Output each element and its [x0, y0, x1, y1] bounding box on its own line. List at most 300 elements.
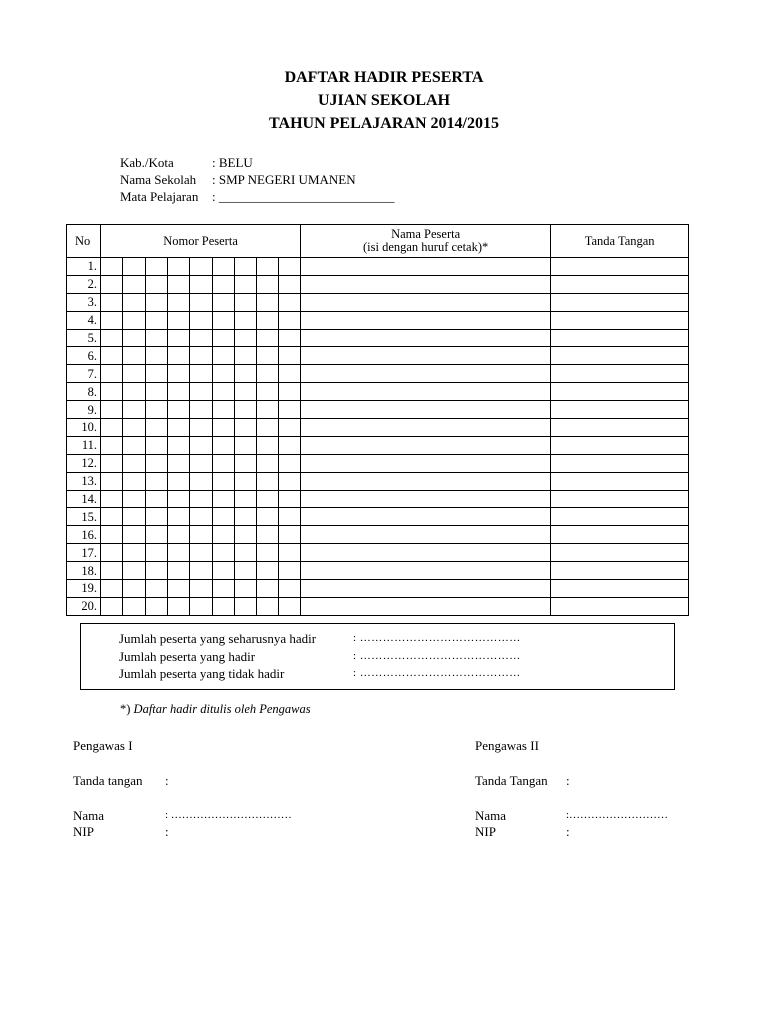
row-number: 9.: [67, 401, 101, 419]
nomor-peserta-digit-cell: [190, 436, 213, 454]
nomor-peserta-digit-cell: [146, 472, 168, 490]
nomor-peserta-digit-cell: [123, 347, 146, 365]
nomor-peserta-digit-cell: [168, 544, 190, 562]
nomor-peserta-digit-cell: [168, 490, 190, 508]
row-number: 10.: [67, 419, 101, 437]
nomor-peserta-digit-cell: [168, 508, 190, 526]
nomor-peserta-digit-cell: [213, 436, 235, 454]
nomor-peserta-digit-cell: [190, 490, 213, 508]
row-number: 11.: [67, 436, 101, 454]
nomor-peserta-digit-cell: [101, 454, 123, 472]
nomor-peserta-digit-cell: [235, 401, 257, 419]
pengawas-2-nama-value: :………………………: [566, 809, 669, 821]
nomor-peserta-digit-cell: [235, 365, 257, 383]
row-number: 4.: [67, 311, 101, 329]
nama-peserta-cell: [301, 436, 551, 454]
row-number: 2.: [67, 275, 101, 293]
nomor-peserta-digit-cell: [279, 258, 301, 276]
nomor-peserta-digit-cell: [190, 258, 213, 276]
nomor-peserta-digit-cell: [123, 365, 146, 383]
summary-label: Jumlah peserta yang seharusnya hadir: [119, 631, 317, 646]
nomor-peserta-digit-cell: [213, 454, 235, 472]
row-number: 14.: [67, 490, 101, 508]
nomor-peserta-digit-cell: [101, 508, 123, 526]
nama-peserta-cell: [301, 597, 551, 615]
nomor-peserta-digit-cell: [235, 562, 257, 580]
nomor-peserta-digit-cell: [213, 490, 235, 508]
nomor-peserta-digit-cell: [168, 365, 190, 383]
nomor-peserta-digit-cell: [101, 383, 123, 401]
row-number: 13.: [67, 472, 101, 490]
nomor-peserta-digit-cell: [213, 544, 235, 562]
nama-peserta-cell: [301, 508, 551, 526]
nomor-peserta-digit-cell: [235, 258, 257, 276]
nomor-peserta-digit-cell: [235, 419, 257, 437]
nomor-peserta-digit-cell: [235, 293, 257, 311]
nomor-peserta-digit-cell: [146, 275, 168, 293]
nomor-peserta-digit-cell: [257, 401, 279, 419]
nomor-peserta-digit-cell: [235, 347, 257, 365]
nomor-peserta-digit-cell: [101, 347, 123, 365]
nomor-peserta-digit-cell: [279, 526, 301, 544]
nomor-peserta-digit-cell: [213, 526, 235, 544]
nama-peserta-cell: [301, 329, 551, 347]
row-number: 7.: [67, 365, 101, 383]
tanda-tangan-cell: [551, 419, 689, 437]
nomor-peserta-digit-cell: [213, 597, 235, 615]
tanda-tangan-cell: [551, 562, 689, 580]
pengawas-1-nama-label: Nama: [73, 808, 105, 823]
row-number: 12.: [67, 454, 101, 472]
nama-peserta-cell: [301, 293, 551, 311]
nomor-peserta-digit-cell: [279, 293, 301, 311]
nomor-peserta-digit-cell: [279, 508, 301, 526]
nomor-peserta-digit-cell: [101, 580, 123, 598]
nomor-peserta-digit-cell: [190, 544, 213, 562]
nomor-peserta-digit-cell: [146, 597, 168, 615]
tanda-tangan-cell: [551, 436, 689, 454]
summary-value: : ……………………………………: [353, 667, 521, 679]
row-number: 15.: [67, 508, 101, 526]
tanda-tangan-cell: [551, 258, 689, 276]
nomor-peserta-digit-cell: [123, 436, 146, 454]
nama-peserta-cell: [301, 526, 551, 544]
tanda-tangan-cell: [551, 454, 689, 472]
nomor-peserta-digit-cell: [235, 544, 257, 562]
nomor-peserta-digit-cell: [279, 329, 301, 347]
nomor-peserta-digit-cell: [146, 293, 168, 311]
nomor-peserta-digit-cell: [235, 329, 257, 347]
row-number: 3.: [67, 293, 101, 311]
nomor-peserta-digit-cell: [101, 419, 123, 437]
nomor-peserta-digit-cell: [257, 311, 279, 329]
nomor-peserta-digit-cell: [257, 597, 279, 615]
nomor-peserta-digit-cell: [190, 454, 213, 472]
info-mata-pelajaran: [120, 188, 394, 205]
tanda-tangan-cell: [551, 401, 689, 419]
title-line-1: DAFTAR HADIR PESERTA: [284, 69, 484, 86]
nomor-peserta-digit-cell: [257, 490, 279, 508]
nama-peserta-cell: [301, 454, 551, 472]
nomor-peserta-digit-cell: [257, 383, 279, 401]
nomor-peserta-digit-cell: [213, 419, 235, 437]
nomor-peserta-digit-cell: [235, 508, 257, 526]
nomor-peserta-digit-cell: [257, 472, 279, 490]
nomor-peserta-digit-cell: [123, 454, 146, 472]
nomor-peserta-digit-cell: [101, 526, 123, 544]
nomor-peserta-digit-cell: [279, 347, 301, 365]
row-number: 1.: [67, 258, 101, 276]
table-row: [67, 383, 689, 401]
nomor-peserta-digit-cell: [257, 347, 279, 365]
nomor-peserta-digit-cell: [123, 544, 146, 562]
nomor-peserta-digit-cell: [168, 275, 190, 293]
nomor-peserta-digit-cell: [146, 436, 168, 454]
nama-peserta-cell: [301, 347, 551, 365]
nomor-peserta-digit-cell: [168, 293, 190, 311]
tanda-tangan-cell: [551, 347, 689, 365]
nomor-peserta-digit-cell: [257, 508, 279, 526]
nomor-peserta-digit-cell: [213, 293, 235, 311]
table-row: [67, 329, 689, 347]
nomor-peserta-digit-cell: [190, 329, 213, 347]
nomor-peserta-digit-cell: [101, 472, 123, 490]
nama-peserta-cell: [301, 258, 551, 276]
tanda-tangan-cell: [551, 544, 689, 562]
nomor-peserta-digit-cell: [213, 562, 235, 580]
table-header-row: [67, 225, 689, 258]
nomor-peserta-digit-cell: [168, 597, 190, 615]
nomor-peserta-digit-cell: [146, 508, 168, 526]
nomor-peserta-digit-cell: [213, 472, 235, 490]
nomor-peserta-digit-cell: [168, 329, 190, 347]
summary-value: : ……………………………………: [353, 632, 521, 644]
nomor-peserta-digit-cell: [190, 347, 213, 365]
nomor-peserta-digit-cell: [123, 526, 146, 544]
info-value: : ___________________________: [212, 189, 395, 204]
nomor-peserta-digit-cell: [101, 597, 123, 615]
tanda-tangan-cell: [551, 365, 689, 383]
pengawas-2-nip-label: NIP: [475, 824, 496, 839]
table-body: [67, 258, 689, 616]
summary-value: : ……………………………………: [353, 650, 521, 662]
row-number: 19.: [67, 580, 101, 598]
table-row: [67, 526, 689, 544]
nomor-peserta-digit-cell: [213, 329, 235, 347]
nomor-peserta-digit-cell: [146, 258, 168, 276]
nomor-peserta-digit-cell: [168, 436, 190, 454]
row-number: 17.: [67, 544, 101, 562]
nomor-peserta-digit-cell: [235, 383, 257, 401]
footnote: [120, 702, 311, 717]
nomor-peserta-digit-cell: [190, 419, 213, 437]
header-nama-line-1: Nama Peserta: [391, 227, 461, 241]
nomor-peserta-digit-cell: [213, 275, 235, 293]
nomor-peserta-digit-cell: [168, 562, 190, 580]
header-tanda-tangan: Tanda Tangan: [551, 225, 689, 258]
tanda-tangan-cell: [551, 490, 689, 508]
nomor-peserta-digit-cell: [279, 436, 301, 454]
pengawas-1-nip-value: :: [165, 824, 169, 839]
pengawas-1-ttd-label: Tanda tangan: [73, 773, 143, 788]
nomor-peserta-digit-cell: [168, 419, 190, 437]
info-kab-kota: [120, 154, 253, 171]
table-row: [67, 311, 689, 329]
nomor-peserta-digit-cell: [123, 508, 146, 526]
nama-peserta-cell: [301, 275, 551, 293]
nomor-peserta-digit-cell: [190, 472, 213, 490]
footnote-text: Daftar hadir ditulis oleh Pengawas: [133, 702, 311, 716]
row-number: 18.: [67, 562, 101, 580]
header-nama-line-2: (isi dengan huruf cetak)*: [362, 240, 489, 254]
nomor-peserta-digit-cell: [146, 401, 168, 419]
nama-peserta-cell: [301, 311, 551, 329]
info-value: : BELU: [212, 155, 253, 170]
table-row: [67, 293, 689, 311]
nomor-peserta-digit-cell: [257, 258, 279, 276]
nomor-peserta-digit-cell: [257, 562, 279, 580]
nomor-peserta-digit-cell: [213, 311, 235, 329]
table-row: [67, 562, 689, 580]
nomor-peserta-digit-cell: [257, 293, 279, 311]
nomor-peserta-digit-cell: [123, 275, 146, 293]
nomor-peserta-digit-cell: [213, 580, 235, 598]
nomor-peserta-digit-cell: [190, 597, 213, 615]
pengawas-1-nama-value: : ……………………………: [165, 809, 292, 821]
pengawas-2-ttd-label: Tanda Tangan: [475, 773, 548, 788]
info-value: : SMP NEGERI UMANEN: [212, 172, 356, 187]
nomor-peserta-digit-cell: [213, 347, 235, 365]
nomor-peserta-digit-cell: [168, 401, 190, 419]
info-label: Mata Pelajaran: [120, 189, 199, 204]
nama-peserta-cell: [301, 562, 551, 580]
nomor-peserta-digit-cell: [190, 401, 213, 419]
nomor-peserta-digit-cell: [146, 311, 168, 329]
title-line-2: UJIAN SEKOLAH: [317, 92, 451, 109]
nomor-peserta-digit-cell: [235, 597, 257, 615]
info-nama-sekolah: [120, 171, 356, 188]
table-row: [67, 490, 689, 508]
tanda-tangan-cell: [551, 472, 689, 490]
nomor-peserta-digit-cell: [279, 419, 301, 437]
nomor-peserta-digit-cell: [235, 275, 257, 293]
nama-peserta-cell: [301, 383, 551, 401]
row-number: 8.: [67, 383, 101, 401]
table-row: [67, 436, 689, 454]
header-nomor-peserta: Nomor Peserta: [101, 225, 301, 258]
nomor-peserta-digit-cell: [190, 562, 213, 580]
nama-peserta-cell: [301, 544, 551, 562]
nomor-peserta-digit-cell: [257, 275, 279, 293]
pengawas-2-title: Pengawas II: [475, 738, 539, 753]
info-label: Nama Sekolah: [120, 172, 197, 187]
nomor-peserta-digit-cell: [101, 490, 123, 508]
nomor-peserta-digit-cell: [279, 401, 301, 419]
nomor-peserta-digit-cell: [168, 383, 190, 401]
nomor-peserta-digit-cell: [190, 311, 213, 329]
nomor-peserta-digit-cell: [257, 544, 279, 562]
table-row: [67, 401, 689, 419]
tanda-tangan-cell: [551, 275, 689, 293]
nomor-peserta-digit-cell: [123, 597, 146, 615]
nomor-peserta-digit-cell: [190, 580, 213, 598]
nomor-peserta-digit-cell: [101, 562, 123, 580]
nomor-peserta-digit-cell: [123, 329, 146, 347]
nomor-peserta-digit-cell: [279, 454, 301, 472]
nomor-peserta-digit-cell: [101, 293, 123, 311]
table-row: [67, 419, 689, 437]
nomor-peserta-digit-cell: [190, 383, 213, 401]
nomor-peserta-digit-cell: [101, 365, 123, 383]
pengawas-2-ttd-colon: :: [566, 773, 570, 788]
nomor-peserta-digit-cell: [190, 526, 213, 544]
nomor-peserta-digit-cell: [279, 311, 301, 329]
nomor-peserta-digit-cell: [123, 401, 146, 419]
attendance-table: [66, 224, 689, 616]
nama-peserta-cell: [301, 472, 551, 490]
table-row: [67, 275, 689, 293]
nomor-peserta-digit-cell: [235, 490, 257, 508]
nomor-peserta-digit-cell: [235, 436, 257, 454]
nomor-peserta-digit-cell: [101, 436, 123, 454]
nomor-peserta-digit-cell: [279, 562, 301, 580]
nama-peserta-cell: [301, 580, 551, 598]
nomor-peserta-digit-cell: [123, 258, 146, 276]
nomor-peserta-digit-cell: [279, 383, 301, 401]
nomor-peserta-digit-cell: [101, 258, 123, 276]
nomor-peserta-digit-cell: [279, 275, 301, 293]
nomor-peserta-digit-cell: [257, 526, 279, 544]
footnote-prefix: *): [120, 702, 131, 716]
nomor-peserta-digit-cell: [123, 419, 146, 437]
row-number: 6.: [67, 347, 101, 365]
nomor-peserta-digit-cell: [213, 365, 235, 383]
nomor-peserta-digit-cell: [146, 329, 168, 347]
nomor-peserta-digit-cell: [146, 454, 168, 472]
nomor-peserta-digit-cell: [101, 329, 123, 347]
nomor-peserta-digit-cell: [123, 293, 146, 311]
pengawas-1-nip-label: NIP: [73, 824, 94, 839]
nomor-peserta-digit-cell: [146, 490, 168, 508]
nomor-peserta-digit-cell: [146, 562, 168, 580]
tanda-tangan-cell: [551, 526, 689, 544]
pengawas-2-nip-value: :: [566, 824, 570, 839]
tanda-tangan-cell: [551, 311, 689, 329]
nomor-peserta-digit-cell: [279, 490, 301, 508]
nomor-peserta-digit-cell: [168, 311, 190, 329]
table-row: [67, 472, 689, 490]
nomor-peserta-digit-cell: [279, 580, 301, 598]
nomor-peserta-digit-cell: [279, 472, 301, 490]
nomor-peserta-digit-cell: [235, 472, 257, 490]
row-number: 16.: [67, 526, 101, 544]
tanda-tangan-cell: [551, 580, 689, 598]
nomor-peserta-digit-cell: [123, 311, 146, 329]
table-row: [67, 454, 689, 472]
table-row: [67, 597, 689, 615]
nomor-peserta-digit-cell: [146, 580, 168, 598]
nomor-peserta-digit-cell: [279, 597, 301, 615]
nomor-peserta-digit-cell: [190, 293, 213, 311]
nomor-peserta-digit-cell: [190, 365, 213, 383]
nama-peserta-cell: [301, 365, 551, 383]
nomor-peserta-digit-cell: [168, 347, 190, 365]
nomor-peserta-digit-cell: [146, 365, 168, 383]
tanda-tangan-cell: [551, 329, 689, 347]
nama-peserta-cell: [301, 419, 551, 437]
nomor-peserta-digit-cell: [213, 401, 235, 419]
nomor-peserta-digit-cell: [146, 419, 168, 437]
nomor-peserta-digit-cell: [123, 383, 146, 401]
nomor-peserta-digit-cell: [279, 365, 301, 383]
nama-peserta-cell: [301, 401, 551, 419]
nomor-peserta-digit-cell: [235, 454, 257, 472]
header-nama-peserta: [301, 225, 551, 258]
nomor-peserta-digit-cell: [168, 472, 190, 490]
nomor-peserta-digit-cell: [257, 436, 279, 454]
nomor-peserta-digit-cell: [101, 275, 123, 293]
nomor-peserta-digit-cell: [168, 580, 190, 598]
summary-label: Jumlah peserta yang tidak hadir: [119, 666, 285, 681]
nomor-peserta-digit-cell: [101, 311, 123, 329]
nomor-peserta-digit-cell: [213, 383, 235, 401]
summary-box: [80, 623, 675, 690]
row-number: 5.: [67, 329, 101, 347]
nomor-peserta-digit-cell: [168, 454, 190, 472]
table-row: [67, 580, 689, 598]
nomor-peserta-digit-cell: [235, 580, 257, 598]
nomor-peserta-digit-cell: [146, 544, 168, 562]
row-number: 20.: [67, 597, 101, 615]
nomor-peserta-digit-cell: [213, 508, 235, 526]
tanda-tangan-cell: [551, 508, 689, 526]
title-line-3: TAHUN PELAJARAN 2014/2015: [269, 115, 499, 132]
nomor-peserta-digit-cell: [146, 526, 168, 544]
nomor-peserta-digit-cell: [123, 472, 146, 490]
nomor-peserta-digit-cell: [146, 347, 168, 365]
nomor-peserta-digit-cell: [123, 490, 146, 508]
nomor-peserta-digit-cell: [123, 580, 146, 598]
summary-label: Jumlah peserta yang hadir: [119, 649, 256, 664]
nomor-peserta-digit-cell: [279, 544, 301, 562]
nomor-peserta-digit-cell: [190, 508, 213, 526]
pengawas-1-ttd-colon: :: [165, 773, 169, 788]
nomor-peserta-digit-cell: [257, 419, 279, 437]
nomor-peserta-digit-cell: [213, 258, 235, 276]
header-no: No: [67, 225, 101, 258]
nomor-peserta-digit-cell: [190, 275, 213, 293]
nomor-peserta-digit-cell: [168, 258, 190, 276]
tanda-tangan-cell: [551, 597, 689, 615]
tanda-tangan-cell: [551, 383, 689, 401]
nomor-peserta-digit-cell: [257, 329, 279, 347]
table-row: [67, 544, 689, 562]
info-label: Kab./Kota: [120, 155, 174, 170]
table-row: [67, 258, 689, 276]
nomor-peserta-digit-cell: [257, 365, 279, 383]
nomor-peserta-digit-cell: [101, 544, 123, 562]
nomor-peserta-digit-cell: [123, 562, 146, 580]
nomor-peserta-digit-cell: [146, 383, 168, 401]
table-row: [67, 508, 689, 526]
nomor-peserta-digit-cell: [257, 580, 279, 598]
nomor-peserta-digit-cell: [257, 454, 279, 472]
nama-peserta-cell: [301, 490, 551, 508]
pengawas-1-title: Pengawas I: [73, 738, 133, 753]
table-row: [67, 347, 689, 365]
nomor-peserta-digit-cell: [168, 526, 190, 544]
pengawas-2-nama-label: Nama: [475, 808, 507, 823]
